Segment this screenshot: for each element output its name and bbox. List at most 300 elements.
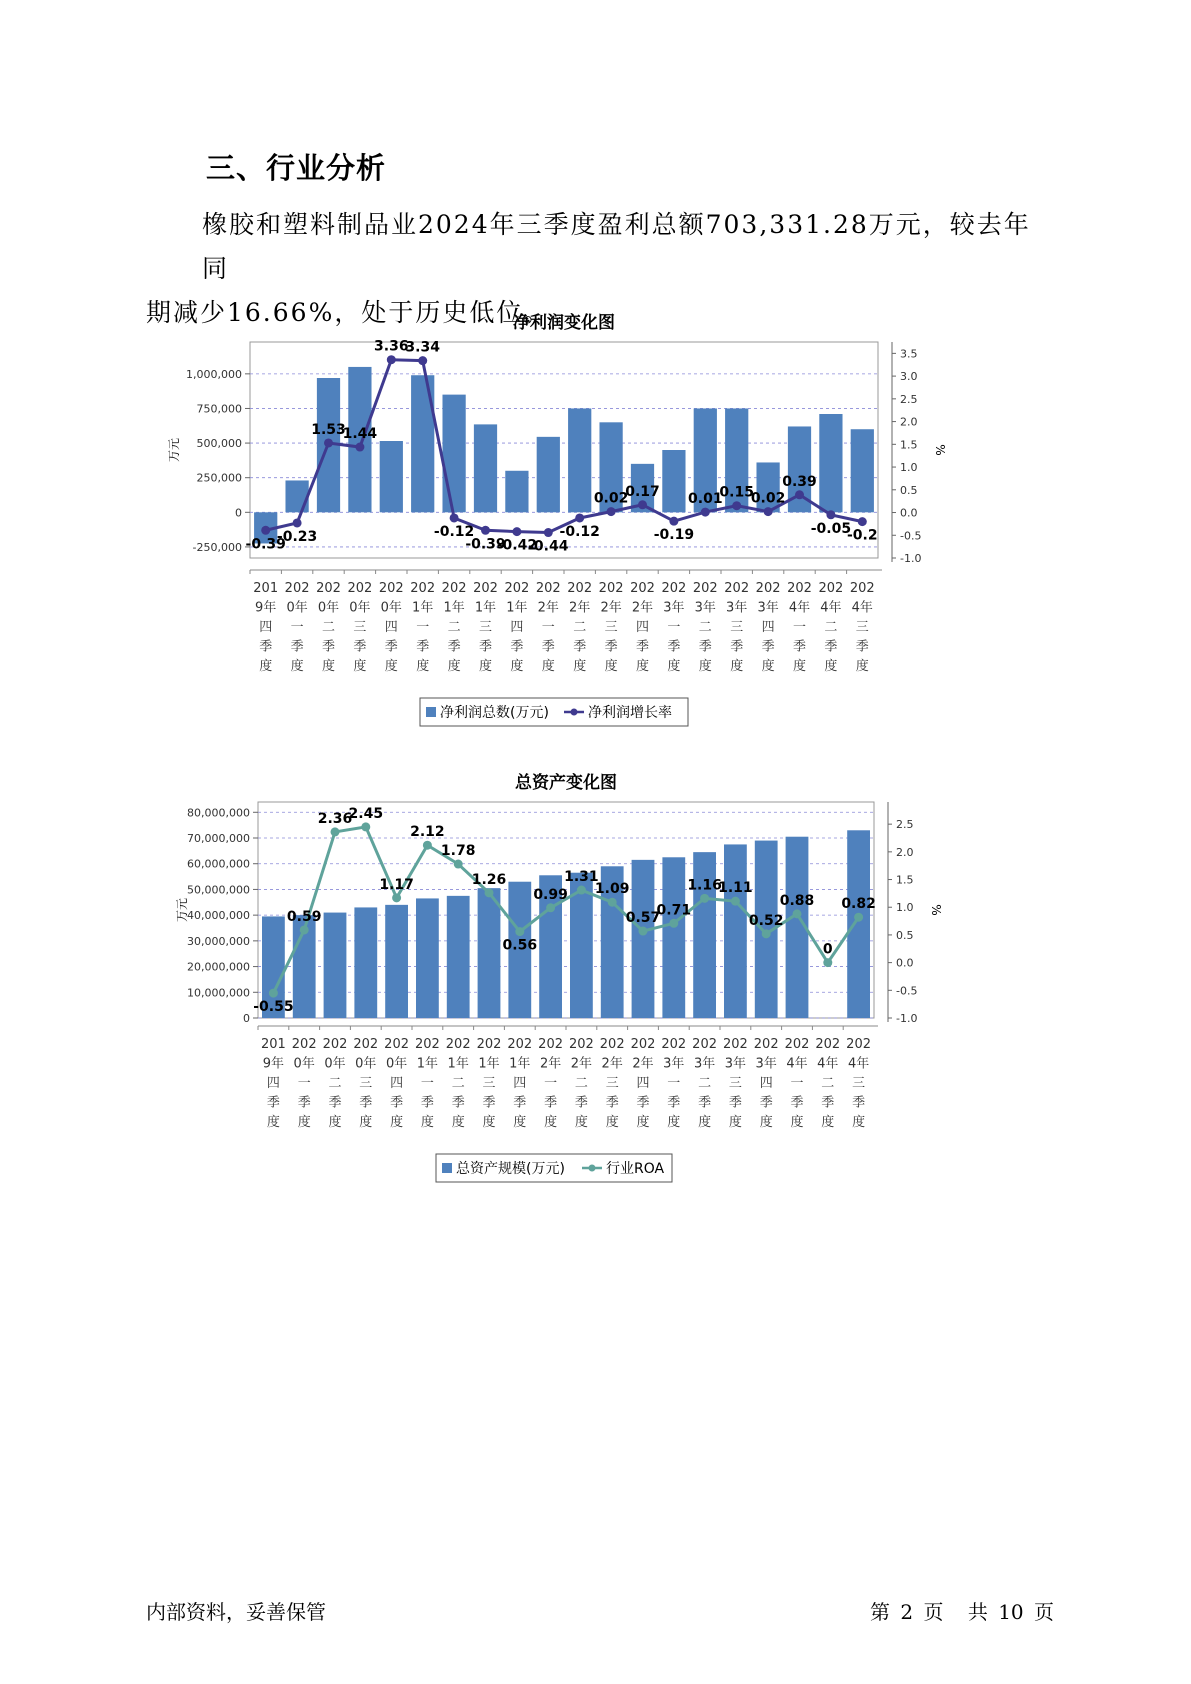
x-tick-label: 2年 [631,600,654,616]
bar [568,408,591,512]
x-tick-label: 202 [755,581,781,596]
x-tick-label: 1年 [412,600,434,616]
line-point [450,513,459,522]
x-tick-label: 二 [447,620,461,635]
data-label: 1.16 [687,877,722,894]
x-tick-label: 度 [604,659,618,674]
x-tick-label: 季 [416,639,430,655]
y-tick-label: 70,000,000 [187,832,250,845]
x-tick-label: 4年 [817,1056,839,1072]
x-tick-label: 0年 [380,600,402,616]
line-point [387,355,396,364]
x-tick-label: 一 [667,620,681,635]
x-tick-label: 度 [667,1115,681,1130]
y2-tick-label: 2.0 [900,415,918,429]
total-prefix: 共 [967,1600,988,1624]
x-tick-label: 4年 [788,600,811,616]
x-tick-label: 202 [661,581,687,596]
x-tick-label: 202 [787,581,812,596]
y2-axis-label: % [933,444,947,456]
bar [819,414,842,512]
chart-legend [420,698,688,726]
data-label: -0.39 [465,536,506,553]
section-heading: 三、行业分析 [206,151,387,185]
x-tick-label: 度 [698,659,712,674]
line-point [793,909,802,918]
x-tick-label: 度 [541,659,555,674]
x-tick-label: 四 [510,620,524,635]
bar [474,424,497,512]
x-tick-label: 一 [544,1076,558,1091]
x-tick-label: 4年 [786,1056,808,1072]
x-tick-label: 二 [698,620,712,635]
x-tick-label: 202 [284,581,310,596]
x-tick-label: 度 [573,659,587,674]
x-tick-label: 季 [266,1095,280,1111]
x-tick-label: 四 [636,1076,650,1091]
line-point [826,510,835,519]
line-point [577,886,586,895]
line-point [418,356,427,365]
x-tick-label: 202 [753,1037,779,1052]
line-point [355,443,364,452]
x-tick-label: 一 [790,1076,804,1091]
x-tick-label: 0年 [349,600,371,616]
data-label: 1.09 [594,881,630,898]
x-tick-label: 202 [291,1037,317,1052]
x-tick-label: 季 [821,1095,835,1111]
x-tick-label: 202 [473,581,498,596]
x-tick-label: 三 [604,620,618,635]
data-label: 0.52 [748,912,784,929]
y2-tick-label: 1.5 [900,438,918,452]
x-tick-label: 1年 [447,1056,469,1072]
data-label: 0.57 [625,910,661,927]
x-tick-label: 2年 [632,1056,654,1072]
y2-tick-label: 2.0 [896,845,914,859]
x-tick-label: 季 [510,639,524,655]
total-assets-chart [170,773,1050,1258]
x-tick-label: 3年 [693,1056,716,1072]
x-tick-label: 季 [390,1095,404,1111]
y-tick-label: 80,000,000 [187,806,250,820]
x-tick-label: 202 [378,581,404,596]
x-tick-label: 季 [447,639,461,655]
y2-tick-label: 0.5 [900,483,918,497]
x-tick-label: 3年 [757,600,779,616]
x-tick-label: 四 [390,1076,404,1091]
x-tick-label: 202 [846,1037,872,1052]
x-tick-label: 三 [482,1076,496,1091]
x-tick-label: 四 [635,620,650,635]
y2-tick-label: 0.5 [896,928,914,942]
data-label: -0.39 [245,536,286,553]
x-tick-label: 度 [635,659,650,674]
x-tick-label: 度 [451,1115,465,1130]
line-point [361,822,370,831]
bar [285,480,308,512]
x-tick-label: 1年 [443,600,465,616]
data-label: 0.71 [656,902,692,919]
x-tick-label: 季 [604,639,618,655]
x-tick-label: 3年 [694,600,716,616]
legend-line-label: 净利润增长率 [588,705,672,721]
page-number: 2 [900,1600,914,1624]
y2-tick-label: 2.5 [900,392,918,406]
y2-tick-label: -0.5 [900,529,922,543]
x-tick-label: 季 [635,639,650,655]
line-point [512,527,521,536]
x-tick-label: 度 [821,1115,835,1130]
x-tick-label: 四 [761,620,775,635]
data-label: 0.56 [502,937,538,954]
y-tick-label: 20,000,000 [187,960,250,974]
x-tick-label: 季 [359,1095,373,1111]
data-label: -0.55 [253,999,294,1016]
x-tick-label: 季 [451,1095,465,1111]
x-tick-label: 季 [852,1095,866,1111]
data-label: 0.99 [533,886,568,903]
x-tick-label: 202 [410,581,436,596]
x-tick-label: 二 [574,1076,588,1091]
x-tick-label: 度 [852,1115,866,1130]
x-tick-label: 0年 [317,600,340,616]
data-label: 2.36 [317,810,353,827]
chart-legend [436,1154,672,1182]
line-point [261,526,270,535]
line-point [269,989,278,998]
x-tick-label: 202 [384,1037,410,1052]
data-label: 0.39 [782,473,817,490]
legend-line-label: 行业ROA [606,1161,665,1177]
y-axis-label: 万元 [175,897,189,923]
data-label: 1.31 [564,869,599,886]
y-tick-label: 60,000,000 [187,857,250,871]
x-tick-label: 1年 [478,1056,500,1072]
x-tick-label: 1年 [416,1056,439,1072]
x-tick-label: 度 [761,659,775,674]
data-label: -0.12 [559,523,600,540]
y-tick-label: 0 [243,1012,250,1025]
x-tick-label: 度 [513,1115,527,1130]
x-tick-label: 202 [599,1037,625,1052]
x-tick-label: 202 [661,1037,687,1052]
x-tick-label: 季 [478,639,493,655]
line-point [638,500,647,509]
x-tick-label: 202 [535,581,561,596]
line-point [669,919,678,928]
bar [851,429,874,512]
x-tick-label: 202 [818,581,844,596]
x-tick-label: 季 [544,1095,558,1111]
line-point [732,501,741,510]
x-tick-label: 度 [321,659,336,674]
line-point [546,903,555,912]
y-tick-label: 500,000 [196,437,242,451]
x-tick-label: 0年 [293,1056,315,1072]
x-tick-label: 季 [761,639,775,655]
x-tick-label: 度 [636,1115,650,1130]
y-tick-label: 10,000,000 [187,986,250,1000]
data-label: 1.53 [311,421,346,438]
line-point [544,528,553,537]
y-tick-label: 30,000,000 [187,934,250,948]
bar [847,830,870,1018]
x-tick-label: 0年 [355,1056,377,1072]
x-tick-label: 度 [390,1115,404,1130]
x-tick-label: 度 [353,659,367,674]
x-tick-label: 一 [792,620,807,635]
x-tick-label: 度 [478,659,493,674]
x-tick-label: 季 [420,1095,434,1111]
x-tick-label: 0年 [385,1056,408,1072]
x-tick-label: 季 [290,639,304,655]
data-label: -0.23 [276,528,318,545]
x-tick-label: 202 [724,581,750,596]
x-tick-label: 202 [568,1037,594,1052]
x-tick-label: 4年 [847,1056,870,1072]
y2-tick-label: 0.0 [900,506,918,520]
x-tick-label: 度 [730,659,744,674]
x-tick-label: 三 [605,1076,619,1091]
legend-line-marker [589,1165,596,1172]
line-point [701,508,710,517]
x-tick-label: 202 [598,581,624,596]
x-tick-label: 季 [698,639,712,655]
bar [385,905,408,1018]
x-tick-label: 2年 [601,1056,623,1072]
data-label: 3.34 [405,339,440,356]
x-tick-label: 202 [538,1037,564,1052]
page-prefix: 第 [870,1600,891,1624]
x-tick-label: 季 [353,639,367,655]
x-tick-label: 202 [815,1037,841,1052]
x-tick-label: 3年 [663,1056,685,1072]
x-tick-label: 202 [441,581,467,596]
x-tick-label: 202 [849,581,875,596]
x-tick-label: 季 [574,1095,588,1111]
y-tick-label: -250,000 [192,540,242,554]
x-tick-label: 202 [692,1037,718,1052]
x-tick-label: 度 [759,1115,773,1130]
line-point [700,894,709,903]
y2-tick-label: 3.5 [900,347,918,361]
data-label: -0.05 [810,520,852,537]
bar [662,450,685,512]
x-tick-label: 度 [266,1115,280,1130]
x-tick-label: 3年 [724,1056,747,1072]
x-tick-label: 二 [451,1076,465,1091]
line-point [762,929,771,938]
x-tick-label: 202 [353,1037,379,1052]
x-tick-label: 二 [573,620,587,635]
x-tick-label: 三 [359,1076,373,1091]
x-tick-label: 季 [297,1095,311,1111]
data-label: 0.15 [719,484,754,501]
x-tick-label: 度 [605,1115,619,1130]
line-point [300,925,309,934]
bar [324,913,347,1018]
x-tick-label: 3年 [755,1056,777,1072]
x-tick-label: 2年 [570,1056,593,1072]
x-tick-label: 度 [420,1115,434,1130]
y-tick-label: 50,000,000 [187,883,250,897]
x-tick-label: 一 [416,620,430,635]
legend-bar-label: 总资产规模(万元) [456,1161,565,1177]
bar [416,898,439,1018]
y-tick-label: 250,000 [196,471,242,485]
data-label: 1.78 [440,843,476,860]
line-point [331,827,340,836]
x-tick-label: 1年 [509,1056,531,1072]
x-tick-label: 季 [667,639,681,655]
line-point [392,893,401,902]
line-point [795,490,804,499]
x-tick-label: 三 [852,1076,866,1091]
line-point [858,517,867,526]
x-tick-label: 季 [573,639,587,655]
x-tick-label: 9年 [255,600,277,616]
x-tick-label: 度 [297,1115,311,1130]
data-label: 0.88 [779,892,815,909]
x-tick-label: 度 [698,1115,712,1130]
x-tick-label: 202 [414,1037,440,1052]
x-tick-label: 202 [784,1037,810,1052]
x-tick-label: 3年 [663,600,685,616]
x-tick-label: 季 [541,639,555,655]
y2-tick-label: -0.5 [896,984,918,998]
footer-confidential: 内部资料，妥善保管 [146,1600,326,1624]
x-tick-label: 度 [824,659,838,674]
x-tick-label: 四 [266,1076,280,1091]
x-tick-label: 四 [759,1076,773,1091]
x-tick-label: 202 [722,1037,748,1052]
x-tick-label: 季 [321,639,336,655]
y2-tick-label: 1.0 [900,461,918,475]
x-tick-label: 二 [328,1076,342,1091]
legend-line-marker [571,709,578,716]
x-tick-label: 一 [667,1076,681,1091]
line-point [669,517,678,526]
data-label: 2.45 [348,805,384,822]
net-profit-chart-svg [167,313,1050,758]
chart-title: 净利润变化图 [513,313,615,333]
total-assets-chart-svg [170,773,1050,1258]
line-point [454,860,463,869]
x-tick-label: 201 [260,1037,286,1052]
x-tick-label: 1年 [506,600,528,616]
data-label: 0.17 [625,483,660,500]
x-tick-label: 0年 [324,1056,346,1072]
x-tick-label: 度 [510,659,524,674]
x-tick-label: 季 [605,1095,619,1111]
x-tick-label: 度 [728,1115,742,1130]
y-tick-label: 1,000,000 [186,367,242,381]
bar [354,907,377,1018]
x-tick-label: 度 [544,1115,558,1130]
data-label: -0.19 [653,527,695,544]
x-tick-label: 季 [482,1095,496,1111]
chart-title: 总资产变化图 [515,773,617,793]
x-tick-label: 度 [359,1115,373,1130]
x-tick-label: 季 [328,1095,342,1111]
x-tick-label: 度 [447,659,461,674]
x-tick-label: 202 [507,1037,533,1052]
x-tick-label: 4年 [851,600,873,616]
x-tick-label: 2年 [569,600,591,616]
y-tick-label: 0 [235,506,242,520]
data-label: 0.01 [688,491,723,508]
x-tick-label: 度 [792,659,807,674]
x-tick-label: 度 [855,659,869,674]
x-tick-label: 四 [259,620,273,635]
line-point [485,888,494,897]
data-label: 0.02 [593,490,629,507]
x-tick-label: 三 [855,620,869,635]
legend-bar-swatch [426,707,436,717]
bar [380,441,403,512]
total-unit: 页 [1034,1600,1054,1624]
net-profit-chart [167,313,1050,758]
x-tick-label: 202 [630,581,655,596]
x-tick-label: 4年 [820,600,842,616]
y2-axis-label: % [929,904,943,916]
line-point [607,507,616,516]
bar [662,857,685,1018]
x-tick-label: 一 [541,620,555,635]
x-tick-label: 二 [824,620,838,635]
x-tick-label: 0年 [286,600,308,616]
data-label: -0.42 [496,537,538,554]
x-tick-label: 季 [792,639,807,655]
data-label: 0.59 [286,908,322,925]
x-tick-label: 季 [855,639,869,655]
data-label: -0.12 [433,523,475,540]
x-tick-label: 一 [297,1076,311,1091]
y2-tick-label: 3.0 [900,370,918,384]
bar [632,860,655,1018]
line-point [515,927,524,936]
y2-tick-label: 1.5 [896,873,914,887]
x-tick-label: 三 [728,1076,742,1091]
data-label: 1.26 [471,871,507,888]
y-tick-label: 40,000,000 [187,909,250,923]
x-tick-label: 度 [667,659,681,674]
data-label: 0.02 [750,490,786,507]
x-tick-label: 9年 [262,1056,285,1072]
data-label: 1.17 [379,876,414,893]
x-tick-label: 四 [513,1076,527,1091]
x-tick-label: 2年 [539,1056,562,1072]
x-tick-label: 季 [636,1095,650,1111]
x-tick-label: 季 [698,1095,712,1111]
bar [447,896,470,1018]
x-tick-label: 2年 [537,600,559,616]
x-tick-label: 三 [478,620,493,635]
line-point [764,507,773,516]
total-pages: 10 [998,1600,1024,1624]
y-tick-label: 750,000 [196,402,242,416]
bar [478,888,501,1018]
x-tick-label: 202 [504,581,530,596]
x-tick-label: 季 [824,639,838,655]
paragraph-line-1: 橡胶和塑料制品业2024年三季度盈利总额703,331.28万元，较去年同 [202,210,1031,283]
x-tick-label: 季 [667,1095,681,1111]
x-tick-label: 三 [353,620,367,635]
x-tick-label: 202 [692,581,718,596]
y2-tick-label: 0.0 [896,956,914,970]
x-tick-label: 二 [321,620,336,635]
